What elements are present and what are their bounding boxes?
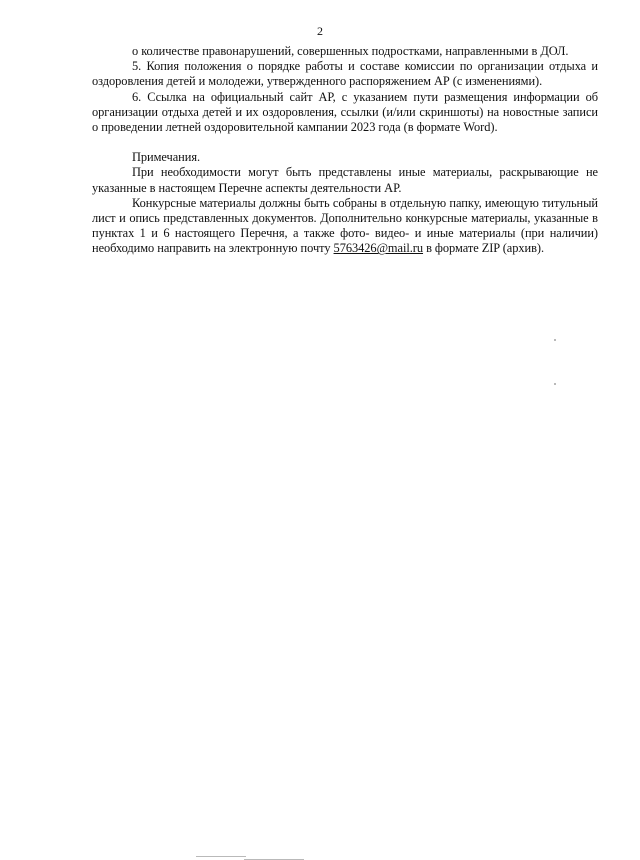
scan-artifact xyxy=(554,339,556,341)
scan-artifact xyxy=(196,856,246,857)
scan-artifact xyxy=(554,383,556,385)
paragraph-submission-instructions xyxy=(92,196,598,257)
paragraph-offenses: о количестве правонарушений, совершенных подростками, направленными в ДОЛ. xyxy=(132,44,569,58)
paragraph-website-link: 6. Ссылка на официальный сайт АР, с указанием пути размещения информации об организации отдыха детей и их оздоровления, ссылки (и/или скриншоты) на новостные записи о проведении летней оздоровительной кампании 2023 года (в формате Word). xyxy=(92,89,598,135)
page-number: 2 xyxy=(317,24,323,38)
document-body xyxy=(92,44,598,257)
submission-text-before-email: Конкурсные материалы должны быть собраны в отдельную папку, имеющую титульный лист и опись представленных документов. Дополнительно конкурсные материалы, указанные в пунктах 1 и 6 настоящего Перечня, а также фото- видео- и иные материалы (при наличии) необходимо направить на электронную почту xyxy=(92,195,598,256)
paragraph-commission-copy: 5. Копия положения о порядке работы и составе комиссии по организации отдыха и оздоровления детей и молодежи, утвержденного распоряжением АР (с изменениями). xyxy=(92,59,598,89)
paragraph-additional-materials: При необходимости могут быть представлены иные материалы, раскрывающие не указанные в настоящем Перечне аспекты деятельности АР. xyxy=(92,165,598,195)
email-address: 5763426@mail.ru xyxy=(333,241,424,256)
notes-heading: Примечания. xyxy=(132,150,201,165)
submission-text-after-email: в формате ZIP (архив). xyxy=(423,241,545,256)
